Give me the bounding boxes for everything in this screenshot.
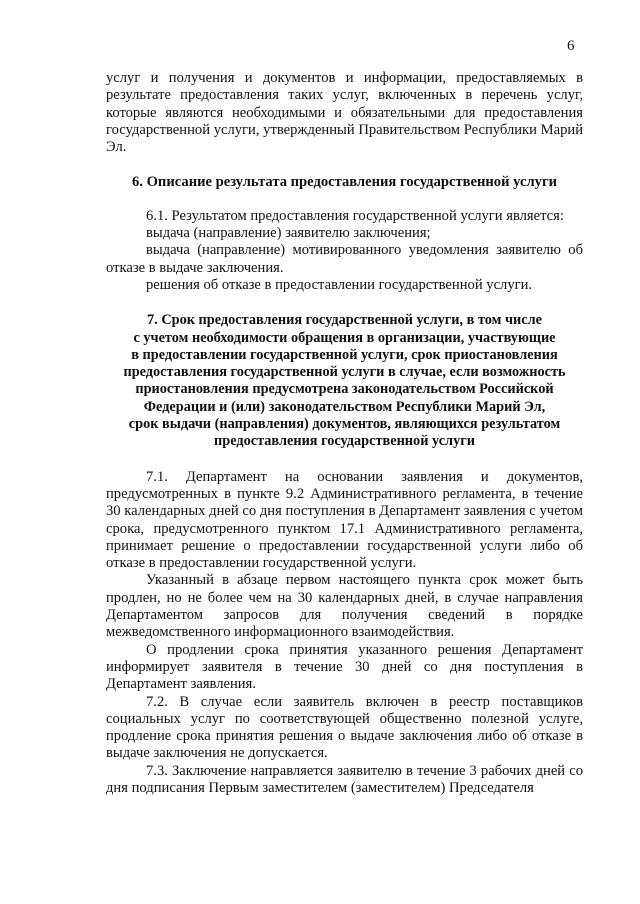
section-7-heading [106,312,583,450]
intro-paragraph: услуг и получения и документов и информации, предоставляемых в результате предоставления таких услуг, включенных в перечень услуг, которые являются необходимыми и обязательными для предоставления государственной услуги, утвержденный Правительством Республики Марий Эл. [106,70,583,156]
page-number: 6 [567,38,575,54]
section-6-paragraph-4: решения об отказе в предоставлении государственной услуги. [146,276,533,293]
section-7-paragraph-2: Указанный в абзаце первом настоящего пункта срок может быть продлен, но не более чем на 30 календарных дней, в случае направления Департаментом запросов для получения сведений в порядке межведомственного информационного взаимодействия. [106,572,583,641]
section-7-paragraph-3: О продлении срока принятия указанного решения Департамент информирует заявителя в течение 30 дней со дня поступления в Департамент заявления. [106,641,583,693]
section-7-heading-line: в предоставлении государственной услуги, срок приостановления [131,346,558,363]
section-7-heading-line: с учетом необходимости обращения в организации, участвующие [133,329,556,346]
section-6-paragraph-1: 6.1. Результатом предоставления государственной услуги является: [146,207,564,224]
section-7-heading-line: Федерации и (или) законодательством Республики Марий Эл, [143,398,546,415]
section-7-paragraph-4: 7.2. В случае если заявитель включен в реестр поставщиков социальных услуг по соответствующей общественно полезной услуге, продление срока принятия решения о выдаче заключения либо об отказе в выдаче заключения не допускается. [106,693,583,762]
section-7-heading-line: срок выдачи (направления) документов, являющихся результатом [128,416,561,433]
section-7-heading-line: предоставления государственной услуги в случае, если возможность [123,364,566,381]
section-7-paragraph-5: 7.3. Заключение направляется заявителю в течение 3 рабочих дней со дня подписания Первым заместителем (заместителем) Председателя [106,762,583,796]
section-7-heading-line: 7. Срок предоставления государственной услуги, в том числе [147,312,542,329]
section-6-heading: 6. Описание результата предоставления государственной услуги [131,174,557,191]
section-6-paragraph-2: выдача (направление) заявителю заключения; [146,225,431,242]
section-6-paragraph-3: выдача (направление) мотивированного уведомления заявителю об отказе в выдаче заключения. [106,242,583,276]
document-body [106,70,583,797]
section-7-paragraph-1: 7.1. Департамент на основании заявления и документов, предусмотренных в пункте 9.2 Административного регламента, в течение 30 календарных дней со дня поступления в Департамент заявления с учетом срока, предусмотренного пунктом 17.1 Административного регламента, принимает решение о предоставлении государственной услуги либо об отказе в предоставлении государственной услуги. [106,468,583,572]
section-7-heading-line: предоставления государственной услуги [214,433,475,450]
section-7-heading-line: приостановления предусмотрена законодательством Российской [135,381,554,398]
